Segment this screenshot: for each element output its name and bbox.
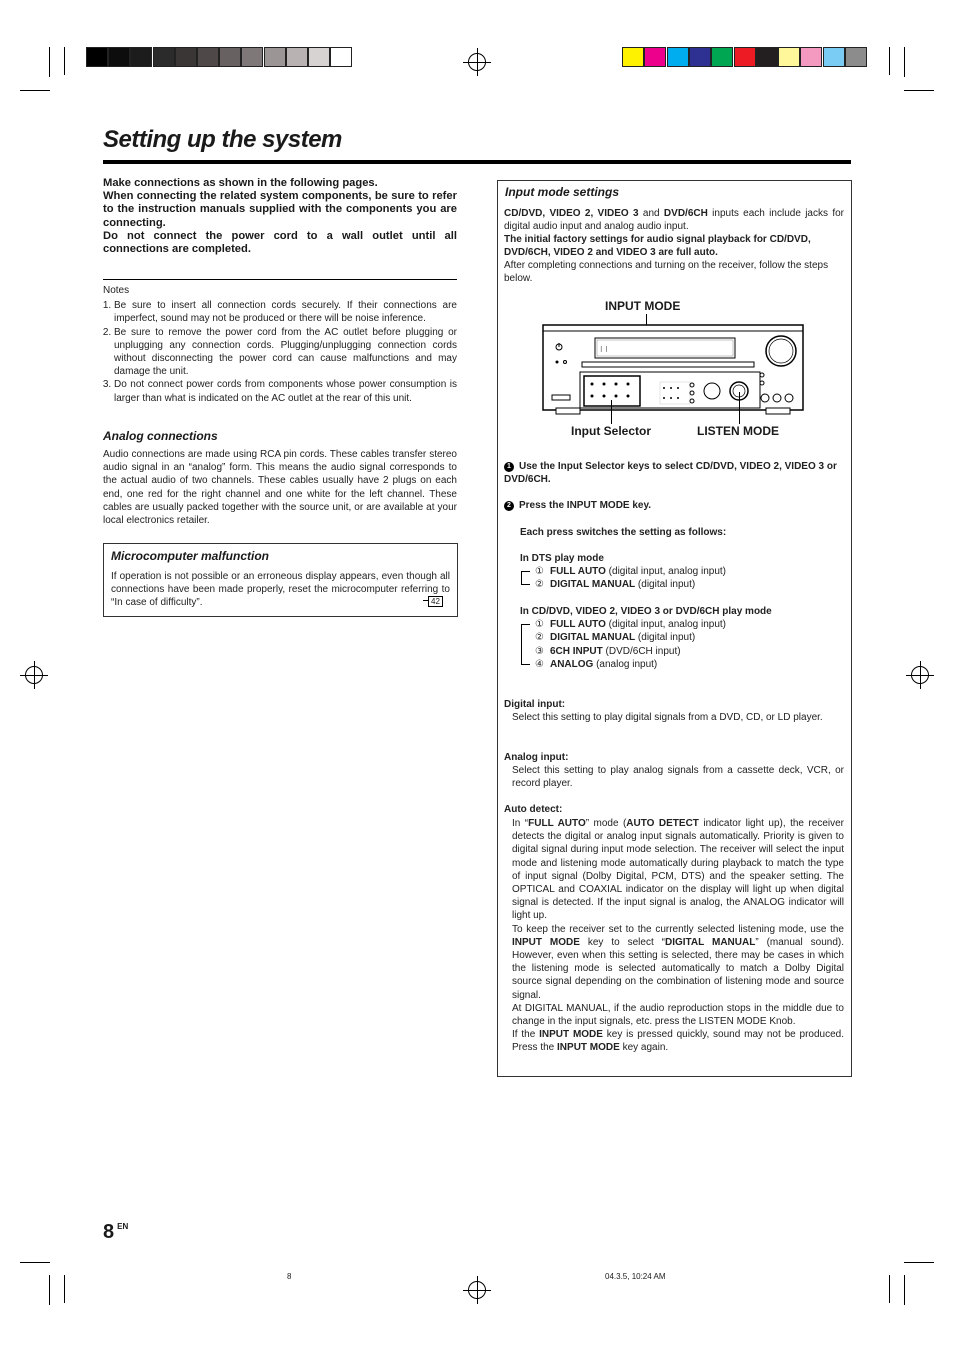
text-run: indicator light up), the receiver detects the digital or analog input signals automatically. Priority is given to digital signal during input mode selection. The receiver will select the input mode and listening mode automatically during playback to match the type of input signal (Dolby Digital, PCM, DTS) and the speaker setting. The OPTICAL and COAXIAL indicator on the display will light up when digital signal is detected. If the input signal is analog, the ANALOG indicator will light up.	[512, 818, 844, 922]
intro-p2: When connecting the related system components, be sure to refer to the instruction manuals supplied with the components you are connecting.	[103, 190, 457, 229]
cycle-arrow-icon	[521, 571, 530, 572]
mode-description: (digital input)	[635, 632, 696, 644]
input-mode-p3: After completing connections and turning on the receiver, follow the steps below.	[504, 260, 829, 285]
auto-detect-p3: At DIGITAL MANUAL, if the audio reproduction stops in the middle due to change in the input signals, etc. press the LISTEN MODE Knob.	[512, 1002, 844, 1028]
registration-mark-icon	[468, 53, 486, 71]
text-run: FULL AUTO	[528, 818, 586, 829]
label-input-mode: INPUT MODE	[605, 299, 681, 313]
gray-swatch	[197, 47, 219, 67]
registration-mark-icon	[25, 666, 43, 684]
micro-heading: Microcomputer malfunction	[111, 549, 270, 563]
registration-mark-icon	[911, 666, 929, 684]
svg-text:⁝ ⁝: ⁝ ⁝	[600, 345, 608, 354]
gray-swatch	[153, 47, 175, 67]
dts-heading: In DTS play mode	[520, 553, 604, 564]
page-title: Setting up the system	[103, 126, 342, 153]
gray-swatch	[308, 47, 330, 67]
step-1-text: Use the Input Selector keys to select CD/DVD, VIDEO 2, VIDEO 3 or DVD/6CH.	[504, 461, 837, 486]
leader-line	[739, 392, 740, 424]
gray-swatch	[286, 47, 308, 67]
color-swatch	[644, 47, 666, 67]
page-reference	[423, 597, 443, 606]
text-run: key again.	[619, 1042, 669, 1054]
cycle-line	[521, 571, 522, 584]
mode-list-item	[535, 645, 681, 658]
mode-list-item	[535, 631, 695, 644]
mode-name: DIGITAL MANUAL	[549, 632, 636, 644]
mode-name: ANALOG	[549, 658, 594, 670]
mode-name: DIGITAL MANUAL	[549, 579, 636, 591]
color-swatch	[734, 47, 756, 67]
step-number-icon: 1	[504, 462, 514, 472]
text-run: AUTO DETECT	[626, 818, 699, 829]
color-swatch	[823, 47, 845, 67]
text-run: key is pressed quickly, sound may not be produced. Press the	[512, 1029, 845, 1054]
input-list-rest: inputs each include jacks for digital audio input and analog audio input.	[504, 208, 844, 233]
page-lang: EN	[117, 1222, 129, 1231]
step-2	[504, 499, 846, 512]
mode-number: ④	[535, 658, 544, 670]
color-swatch	[845, 47, 867, 67]
mode-description: (DVD/6CH input)	[602, 645, 681, 657]
auto-detect-heading: Auto detect:	[504, 804, 563, 815]
footer-timestamp: 04.3.5, 10:24 AM	[605, 1272, 666, 1281]
mode-description: (digital input, analog input)	[605, 566, 726, 577]
cd-heading: In CD/DVD, VIDEO 2, VIDEO 3 or DVD/6CH play mode	[520, 606, 772, 617]
analog-heading: Analog connections	[103, 429, 218, 443]
cycle-line	[521, 584, 530, 585]
color-swatch	[756, 47, 778, 67]
color-swatch	[667, 47, 689, 67]
micro-text: If operation is not possible or an erroneous display appears, even though all connections have been made properly, reset the microcomputer referring to “In case of difficulty”.	[111, 571, 450, 609]
auto-detect-p4	[512, 1028, 844, 1054]
footer-page: 8	[287, 1272, 292, 1281]
step-2-text: Press the INPUT MODE key.	[519, 500, 652, 511]
color-swatch	[689, 47, 711, 67]
mode-name: FULL AUTO	[549, 566, 606, 577]
mode-description: (analog input)	[593, 658, 658, 670]
text-run: ” (manual sound). However, even when this setting is selected, there may be cases in which the listening mode is selected automatically to match a Dolby Digital source signal depending on the combination of listening mode and source signal.	[512, 936, 844, 1001]
text-run: In “	[512, 818, 529, 829]
input-list-a: CD/DVD, VIDEO 2, VIDEO 3	[504, 208, 639, 219]
auto-detect-p2	[512, 923, 844, 1002]
notes-divider	[103, 279, 457, 280]
text-run: DIGITAL MANUAL	[665, 936, 756, 948]
digital-text: Select this setting to play digital signals from a DVD, CD, or LD player.	[512, 712, 823, 723]
registration-mark-icon	[468, 1281, 486, 1299]
each-press-text: Each press switches the setting as follows:	[520, 527, 727, 538]
input-mode-heading: Input mode settings	[505, 185, 619, 199]
color-swatch	[711, 47, 733, 67]
text-run: ” mode (	[585, 818, 627, 829]
label-input-selector: Input Selector	[571, 424, 652, 438]
microcomputer-box	[103, 543, 458, 617]
mode-list-item	[535, 618, 726, 631]
color-swatch	[800, 47, 822, 67]
title-rule	[103, 160, 851, 164]
digital-heading: Digital input:	[504, 699, 566, 710]
color-swatch	[622, 47, 644, 67]
mode-description: (digital input, analog input)	[605, 619, 726, 630]
gray-swatch	[264, 47, 286, 67]
gray-swatch	[241, 47, 263, 67]
color-swatch	[778, 47, 800, 67]
mode-number: ①	[535, 619, 544, 630]
cycle-line	[521, 664, 530, 665]
gray-swatch	[175, 47, 197, 67]
text-run: INPUT MODE	[557, 1042, 620, 1054]
gray-swatch	[130, 47, 152, 67]
gray-swatch	[108, 47, 130, 67]
cycle-line	[521, 624, 522, 664]
input-list-b: DVD/6CH	[663, 208, 708, 219]
mode-number: ①	[535, 566, 544, 577]
auto-detect-text	[512, 817, 844, 1055]
gray-swatch	[219, 47, 241, 67]
mode-name: FULL AUTO	[549, 619, 606, 630]
analog-input-heading: Analog input:	[504, 752, 569, 763]
input-mode-p1	[504, 207, 844, 233]
input-list-and: and	[638, 208, 664, 219]
intro-p1: Make connections as shown in the following pages.	[103, 177, 378, 189]
cycle-arrow-icon	[521, 624, 530, 625]
mode-number: ③	[535, 645, 544, 657]
mode-list-item	[535, 658, 657, 671]
note-item: 2. Be sure to remove the power cord from the AC outlet before plugging or unplugging any connection cords. Plugging/unplugging connection cords without disconnecting the power cord can cause malfunctions and may damage the unit.	[114, 326, 457, 379]
label-listen-mode: LISTEN MODE	[697, 424, 780, 438]
text-run: INPUT MODE	[512, 936, 580, 948]
page-number-value: 8	[103, 1221, 115, 1243]
gray-swatch	[86, 47, 108, 67]
intro-p3: Do not connect the power cord to a wall outlet until all connections are completed.	[103, 229, 457, 256]
mode-list-item	[535, 565, 726, 578]
mode-number: ②	[535, 579, 544, 591]
leader-line	[611, 400, 612, 424]
note-item: 3. Do not connect power cords from components whose power consumption is larger than what is indicated on the AC outlet at the rear of this unit.	[114, 378, 457, 404]
receiver-front-panel-illustration	[540, 322, 806, 416]
intro-text	[103, 177, 457, 256]
gray-swatch	[330, 47, 352, 67]
analog-text: Audio connections are made using RCA pin cords. These cables transfer stereo audio signal in an “analog” form. This means the audio signal corresponds to the actual audio of two channels. These cables usually have 2 plugs on each end, one red for the right channel and one white for the left channel. These cables are usually packed together with the source unit, or are available at your local electronics retailer.	[103, 449, 457, 527]
analog-input-text: Select this setting to play analog signals from a cassette deck, VCR, or record player.	[512, 765, 844, 790]
text-run: If the	[512, 1029, 540, 1041]
mode-description: (digital input)	[635, 579, 696, 591]
page-number	[103, 1221, 128, 1244]
notes-section	[103, 284, 457, 405]
text-run: INPUT MODE	[539, 1029, 603, 1041]
mode-number: ②	[535, 632, 544, 644]
input-mode-p2: The initial factory settings for audio signal playback for CD/DVD, DVD/6CH, VIDEO 2 and VIDEO 3 are full auto.	[504, 234, 811, 259]
step-number-icon: 2	[504, 501, 514, 511]
notes-heading: Notes	[103, 285, 130, 296]
mode-name: 6CH INPUT	[549, 645, 603, 657]
auto-detect-p1	[512, 817, 844, 923]
text-run: To keep the receiver set to the currently selected listening mode, use the	[512, 923, 844, 935]
step-1	[504, 460, 846, 486]
note-item: 1. Be sure to insert all connection cords securely. If their connections are imperfect, sound may not be produced or there will be noise inference.	[114, 299, 457, 325]
page-ref-number: 42	[428, 596, 443, 607]
text-run: key to select “	[579, 936, 665, 948]
mode-list-item	[535, 578, 695, 591]
